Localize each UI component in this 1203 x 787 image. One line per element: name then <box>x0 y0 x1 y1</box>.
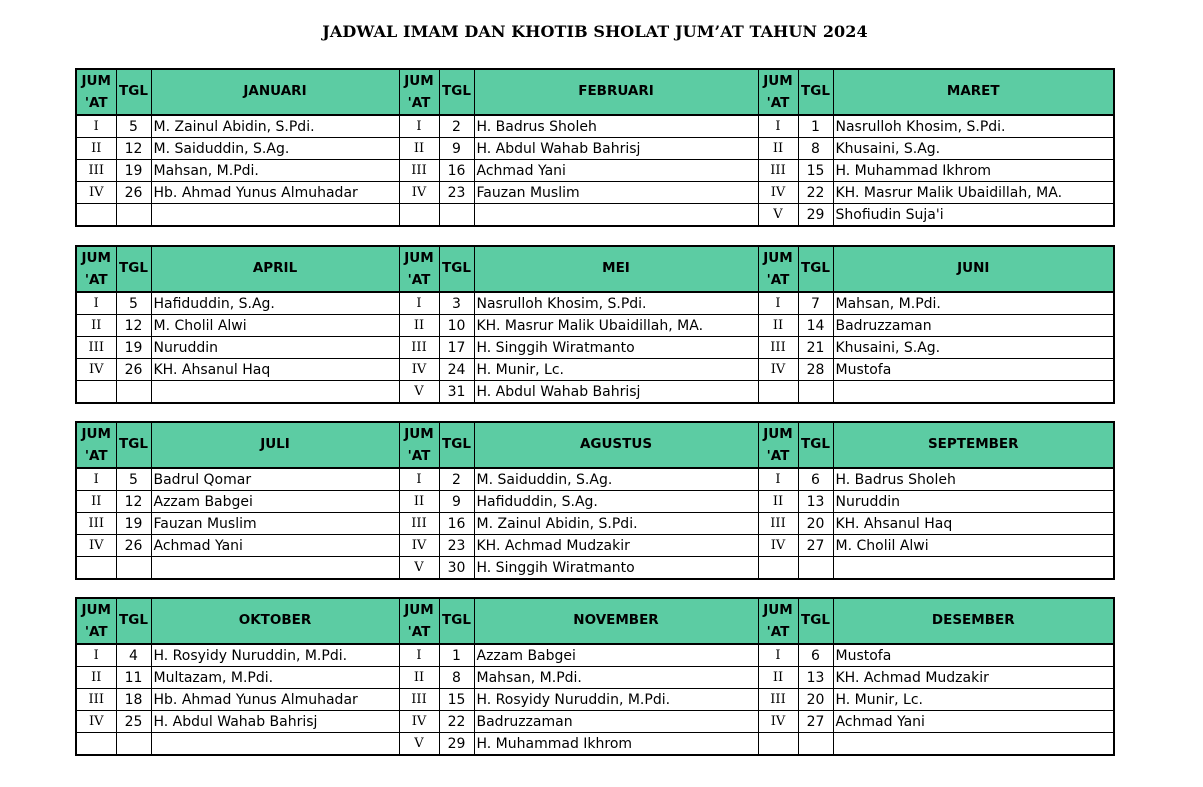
date-cell: 9 <box>439 491 474 513</box>
tgl-header: TGL <box>798 422 833 468</box>
date-cell <box>116 557 151 580</box>
table-row <box>76 535 1114 557</box>
date-cell: 14 <box>798 315 833 337</box>
preacher-name-cell: H. Abdul Wahab Bahrisj <box>151 711 399 733</box>
tgl-header: TGL <box>798 69 833 115</box>
tgl-header: TGL <box>439 246 474 292</box>
preacher-name-cell: Mahsan, M.Pdi. <box>151 160 399 182</box>
date-cell: 1 <box>439 644 474 667</box>
jumat-header-line2: 'AT <box>766 272 790 288</box>
preacher-name-cell: KH. Achmad Mudzakir <box>474 535 758 557</box>
jumat-cell: I <box>399 115 439 138</box>
date-cell <box>798 381 833 404</box>
preacher-name-cell: Hafiduddin, S.Ag. <box>474 491 758 513</box>
preacher-name-cell: Mahsan, M.Pdi. <box>474 667 758 689</box>
preacher-name-cell: M. Cholil Alwi <box>151 315 399 337</box>
preacher-name-cell <box>833 733 1114 756</box>
date-cell <box>116 381 151 404</box>
jumat-header <box>758 69 798 115</box>
date-cell: 26 <box>116 359 151 381</box>
date-cell: 13 <box>798 667 833 689</box>
jumat-cell: II <box>399 138 439 160</box>
preacher-name-cell: Hb. Ahmad Yunus Almuhadar <box>151 182 399 204</box>
jumat-header <box>758 422 798 468</box>
preacher-name-cell: M. Saiduddin, S.Ag. <box>474 468 758 491</box>
table-row <box>76 733 1114 756</box>
tgl-header: TGL <box>116 598 151 644</box>
date-cell: 8 <box>798 138 833 160</box>
preacher-name-cell: Nuruddin <box>833 491 1114 513</box>
jumat-cell: I <box>758 292 798 315</box>
jumat-header <box>399 69 439 115</box>
table-row <box>76 381 1114 404</box>
preacher-name-cell: H. Munir, Lc. <box>474 359 758 381</box>
jumat-cell <box>758 557 798 580</box>
table-row <box>76 160 1114 182</box>
preacher-name-cell: M. Zainul Abidin, S.Pdi. <box>474 513 758 535</box>
preacher-name-cell: KH. Ahsanul Haq <box>151 359 399 381</box>
jumat-cell: IV <box>76 359 116 381</box>
jumat-cell: II <box>758 491 798 513</box>
jumat-cell <box>399 204 439 227</box>
jumat-header-line1: JUM <box>763 73 793 89</box>
date-cell: 10 <box>439 315 474 337</box>
jumat-header-line1: JUM <box>81 426 111 442</box>
jumat-cell: II <box>758 315 798 337</box>
month-header: APRIL <box>151 246 399 292</box>
month-header: MARET <box>833 69 1114 115</box>
tgl-header: TGL <box>439 598 474 644</box>
preacher-name-cell: H. Badrus Sholeh <box>474 115 758 138</box>
preacher-name-cell: H. Abdul Wahab Bahrisj <box>474 138 758 160</box>
preacher-name-cell: Azzam Babgei <box>474 644 758 667</box>
date-cell: 8 <box>439 667 474 689</box>
jumat-header-line2: 'AT <box>407 272 431 288</box>
jumat-header-line1: JUM <box>81 602 111 618</box>
jumat-cell: I <box>399 644 439 667</box>
quarter-table-3 <box>75 421 1115 580</box>
preacher-name-cell: Hafiduddin, S.Ag. <box>151 292 399 315</box>
jumat-cell: II <box>758 667 798 689</box>
date-cell: 7 <box>798 292 833 315</box>
jumat-cell: I <box>758 468 798 491</box>
jumat-header <box>758 246 798 292</box>
jumat-cell <box>758 381 798 404</box>
date-cell: 6 <box>798 644 833 667</box>
preacher-name-cell: Hb. Ahmad Yunus Almuhadar <box>151 689 399 711</box>
jumat-cell: II <box>758 138 798 160</box>
jumat-cell: I <box>399 468 439 491</box>
jumat-header-line2: 'AT <box>766 448 790 464</box>
preacher-name-cell: Achmad Yani <box>151 535 399 557</box>
table-row <box>76 359 1114 381</box>
jumat-cell <box>76 204 116 227</box>
table-row <box>76 204 1114 227</box>
preacher-name-cell: Achmad Yani <box>474 160 758 182</box>
jumat-header <box>399 598 439 644</box>
date-cell: 27 <box>798 535 833 557</box>
preacher-name-cell: M. Zainul Abidin, S.Pdi. <box>151 115 399 138</box>
month-header: MEI <box>474 246 758 292</box>
preacher-name-cell <box>474 204 758 227</box>
table-row <box>76 337 1114 359</box>
date-cell: 20 <box>798 513 833 535</box>
preacher-name-cell: KH. Achmad Mudzakir <box>833 667 1114 689</box>
table-row <box>76 644 1114 667</box>
jumat-cell: II <box>76 667 116 689</box>
jumat-cell: I <box>76 115 116 138</box>
preacher-name-cell: Multazam, M.Pdi. <box>151 667 399 689</box>
date-cell: 29 <box>798 204 833 227</box>
date-cell: 2 <box>439 468 474 491</box>
jumat-header-line1: JUM <box>81 250 111 266</box>
date-cell: 26 <box>116 182 151 204</box>
jumat-cell: I <box>399 292 439 315</box>
month-header: JUNI <box>833 246 1114 292</box>
quarter-table-1 <box>75 68 1115 227</box>
tgl-header: TGL <box>116 246 151 292</box>
date-cell: 13 <box>798 491 833 513</box>
jumat-cell: II <box>399 491 439 513</box>
header-row <box>76 69 1114 115</box>
preacher-name-cell: H. Singgih Wiratmanto <box>474 337 758 359</box>
page-title: JADWAL IMAM DAN KHOTIB SHOLAT JUM’AT TAHUN 2024 <box>322 22 868 41</box>
jumat-cell: IV <box>76 711 116 733</box>
date-cell: 12 <box>116 315 151 337</box>
jumat-header-line2: 'AT <box>766 95 790 111</box>
preacher-name-cell: H. Munir, Lc. <box>833 689 1114 711</box>
table-row <box>76 315 1114 337</box>
date-cell: 19 <box>116 337 151 359</box>
tgl-header: TGL <box>798 598 833 644</box>
jumat-header <box>758 598 798 644</box>
preacher-name-cell <box>151 557 399 580</box>
jumat-cell: III <box>76 689 116 711</box>
preacher-name-cell: H. Muhammad Ikhrom <box>833 160 1114 182</box>
jumat-header-line2: 'AT <box>84 95 108 111</box>
date-cell: 6 <box>798 468 833 491</box>
jumat-cell: I <box>758 644 798 667</box>
month-header: NOVEMBER <box>474 598 758 644</box>
jumat-header <box>76 246 116 292</box>
preacher-name-cell: KH. Masrur Malik Ubaidillah, MA. <box>474 315 758 337</box>
jumat-header-line1: JUM <box>763 602 793 618</box>
jumat-cell: III <box>758 337 798 359</box>
jumat-cell: II <box>399 315 439 337</box>
month-header: DESEMBER <box>833 598 1114 644</box>
preacher-name-cell <box>151 381 399 404</box>
jumat-cell: IV <box>76 535 116 557</box>
jumat-cell: II <box>76 315 116 337</box>
jumat-cell: I <box>76 644 116 667</box>
date-cell: 17 <box>439 337 474 359</box>
date-cell: 12 <box>116 491 151 513</box>
date-cell: 16 <box>439 160 474 182</box>
jumat-cell <box>76 381 116 404</box>
preacher-name-cell: M. Cholil Alwi <box>833 535 1114 557</box>
jumat-cell: III <box>758 160 798 182</box>
date-cell: 24 <box>439 359 474 381</box>
date-cell: 1 <box>798 115 833 138</box>
jumat-cell <box>758 733 798 756</box>
preacher-name-cell: Fauzan Muslim <box>474 182 758 204</box>
preacher-name-cell: H. Muhammad Ikhrom <box>474 733 758 756</box>
date-cell: 15 <box>439 689 474 711</box>
jumat-cell: III <box>399 513 439 535</box>
date-cell: 15 <box>798 160 833 182</box>
jumat-header-line1: JUM <box>81 73 111 89</box>
table-row <box>76 689 1114 711</box>
table-row <box>76 138 1114 160</box>
date-cell: 31 <box>439 381 474 404</box>
preacher-name-cell: Nuruddin <box>151 337 399 359</box>
tgl-header: TGL <box>798 246 833 292</box>
jumat-cell: IV <box>399 182 439 204</box>
date-cell <box>116 733 151 756</box>
preacher-name-cell: H. Abdul Wahab Bahrisj <box>474 381 758 404</box>
jumat-header-line1: JUM <box>404 73 434 89</box>
jumat-header <box>399 422 439 468</box>
preacher-name-cell: H. Rosyidy Nuruddin, M.Pdi. <box>151 644 399 667</box>
preacher-name-cell: Achmad Yani <box>833 711 1114 733</box>
date-cell: 28 <box>798 359 833 381</box>
jumat-cell: II <box>76 138 116 160</box>
jumat-cell: III <box>76 160 116 182</box>
date-cell: 20 <box>798 689 833 711</box>
date-cell: 23 <box>439 535 474 557</box>
jumat-cell: III <box>76 513 116 535</box>
date-cell: 21 <box>798 337 833 359</box>
table-row <box>76 711 1114 733</box>
preacher-name-cell: Badruzzaman <box>833 315 1114 337</box>
date-cell <box>116 204 151 227</box>
tgl-header: TGL <box>116 422 151 468</box>
table-row <box>76 468 1114 491</box>
jumat-cell <box>76 557 116 580</box>
table-row <box>76 292 1114 315</box>
table-row <box>76 513 1114 535</box>
jumat-cell: III <box>76 337 116 359</box>
date-cell: 2 <box>439 115 474 138</box>
date-cell: 18 <box>116 689 151 711</box>
date-cell: 29 <box>439 733 474 756</box>
jumat-cell: IV <box>758 182 798 204</box>
quarter-table-2 <box>75 245 1115 404</box>
quarter-table-4 <box>75 597 1115 756</box>
jumat-cell <box>76 733 116 756</box>
jumat-cell: V <box>399 381 439 404</box>
header-row <box>76 246 1114 292</box>
date-cell: 19 <box>116 160 151 182</box>
preacher-name-cell: Azzam Babgei <box>151 491 399 513</box>
jumat-header <box>399 246 439 292</box>
jumat-cell: III <box>399 689 439 711</box>
header-row <box>76 598 1114 644</box>
jumat-header-line2: 'AT <box>407 95 431 111</box>
preacher-name-cell: M. Saiduddin, S.Ag. <box>151 138 399 160</box>
preacher-name-cell: Mustofa <box>833 644 1114 667</box>
jumat-cell: II <box>76 491 116 513</box>
month-header: SEPTEMBER <box>833 422 1114 468</box>
jumat-cell: III <box>399 337 439 359</box>
table-row <box>76 557 1114 580</box>
date-cell: 22 <box>439 711 474 733</box>
preacher-name-cell: Khusaini, S.Ag. <box>833 138 1114 160</box>
date-cell: 4 <box>116 644 151 667</box>
preacher-name-cell: Mahsan, M.Pdi. <box>833 292 1114 315</box>
jumat-header-line2: 'AT <box>84 624 108 640</box>
jumat-header-line1: JUM <box>404 602 434 618</box>
preacher-name-cell: H. Rosyidy Nuruddin, M.Pdi. <box>474 689 758 711</box>
jumat-header <box>76 598 116 644</box>
jumat-cell: IV <box>758 711 798 733</box>
preacher-name-cell: H. Singgih Wiratmanto <box>474 557 758 580</box>
jumat-cell: I <box>76 292 116 315</box>
date-cell: 19 <box>116 513 151 535</box>
table-row <box>76 182 1114 204</box>
jumat-header-line2: 'AT <box>766 624 790 640</box>
preacher-name-cell <box>151 204 399 227</box>
jumat-cell: V <box>758 204 798 227</box>
date-cell: 26 <box>116 535 151 557</box>
date-cell: 5 <box>116 115 151 138</box>
jumat-cell: IV <box>399 711 439 733</box>
date-cell: 22 <box>798 182 833 204</box>
preacher-name-cell: KH. Masrur Malik Ubaidillah, MA. <box>833 182 1114 204</box>
jumat-cell: IV <box>758 535 798 557</box>
header-row <box>76 422 1114 468</box>
preacher-name-cell: KH. Ahsanul Haq <box>833 513 1114 535</box>
jumat-cell: I <box>76 468 116 491</box>
table-row <box>76 667 1114 689</box>
jumat-header-line2: 'AT <box>407 624 431 640</box>
preacher-name-cell: Badruzzaman <box>474 711 758 733</box>
date-cell: 25 <box>116 711 151 733</box>
jumat-cell: III <box>399 160 439 182</box>
preacher-name-cell: Nasrulloh Khosim, S.Pdi. <box>833 115 1114 138</box>
preacher-name-cell: Mustofa <box>833 359 1114 381</box>
preacher-name-cell: Badrul Qomar <box>151 468 399 491</box>
jumat-cell: IV <box>76 182 116 204</box>
preacher-name-cell <box>833 557 1114 580</box>
date-cell <box>798 557 833 580</box>
date-cell: 11 <box>116 667 151 689</box>
jumat-header-line2: 'AT <box>84 272 108 288</box>
jumat-header <box>76 422 116 468</box>
jumat-cell: III <box>758 689 798 711</box>
date-cell: 23 <box>439 182 474 204</box>
table-row <box>76 491 1114 513</box>
month-header: JULI <box>151 422 399 468</box>
jumat-cell: V <box>399 557 439 580</box>
date-cell: 27 <box>798 711 833 733</box>
month-header: OKTOBER <box>151 598 399 644</box>
jumat-cell: I <box>758 115 798 138</box>
preacher-name-cell: Khusaini, S.Ag. <box>833 337 1114 359</box>
table-row <box>76 115 1114 138</box>
preacher-name-cell: Fauzan Muslim <box>151 513 399 535</box>
date-cell <box>798 733 833 756</box>
preacher-name-cell: Nasrulloh Khosim, S.Pdi. <box>474 292 758 315</box>
date-cell: 30 <box>439 557 474 580</box>
jumat-cell: II <box>399 667 439 689</box>
preacher-name-cell <box>151 733 399 756</box>
jumat-header <box>76 69 116 115</box>
date-cell: 3 <box>439 292 474 315</box>
date-cell <box>439 204 474 227</box>
jumat-cell: IV <box>399 359 439 381</box>
preacher-name-cell: H. Badrus Sholeh <box>833 468 1114 491</box>
jumat-header-line1: JUM <box>763 426 793 442</box>
tgl-header: TGL <box>439 69 474 115</box>
preacher-name-cell: Shofiudin Suja'i <box>833 204 1114 227</box>
jumat-cell: V <box>399 733 439 756</box>
jumat-header-line1: JUM <box>404 426 434 442</box>
month-header: FEBRUARI <box>474 69 758 115</box>
month-header: AGUSTUS <box>474 422 758 468</box>
date-cell: 5 <box>116 292 151 315</box>
jumat-cell: IV <box>399 535 439 557</box>
date-cell: 16 <box>439 513 474 535</box>
jumat-header-line1: JUM <box>404 250 434 266</box>
jumat-cell: IV <box>758 359 798 381</box>
jumat-header-line1: JUM <box>763 250 793 266</box>
preacher-name-cell <box>833 381 1114 404</box>
tgl-header: TGL <box>116 69 151 115</box>
tgl-header: TGL <box>439 422 474 468</box>
date-cell: 5 <box>116 468 151 491</box>
month-header: JANUARI <box>151 69 399 115</box>
date-cell: 12 <box>116 138 151 160</box>
jumat-cell: III <box>758 513 798 535</box>
date-cell: 9 <box>439 138 474 160</box>
jumat-header-line2: 'AT <box>407 448 431 464</box>
jumat-header-line2: 'AT <box>84 448 108 464</box>
